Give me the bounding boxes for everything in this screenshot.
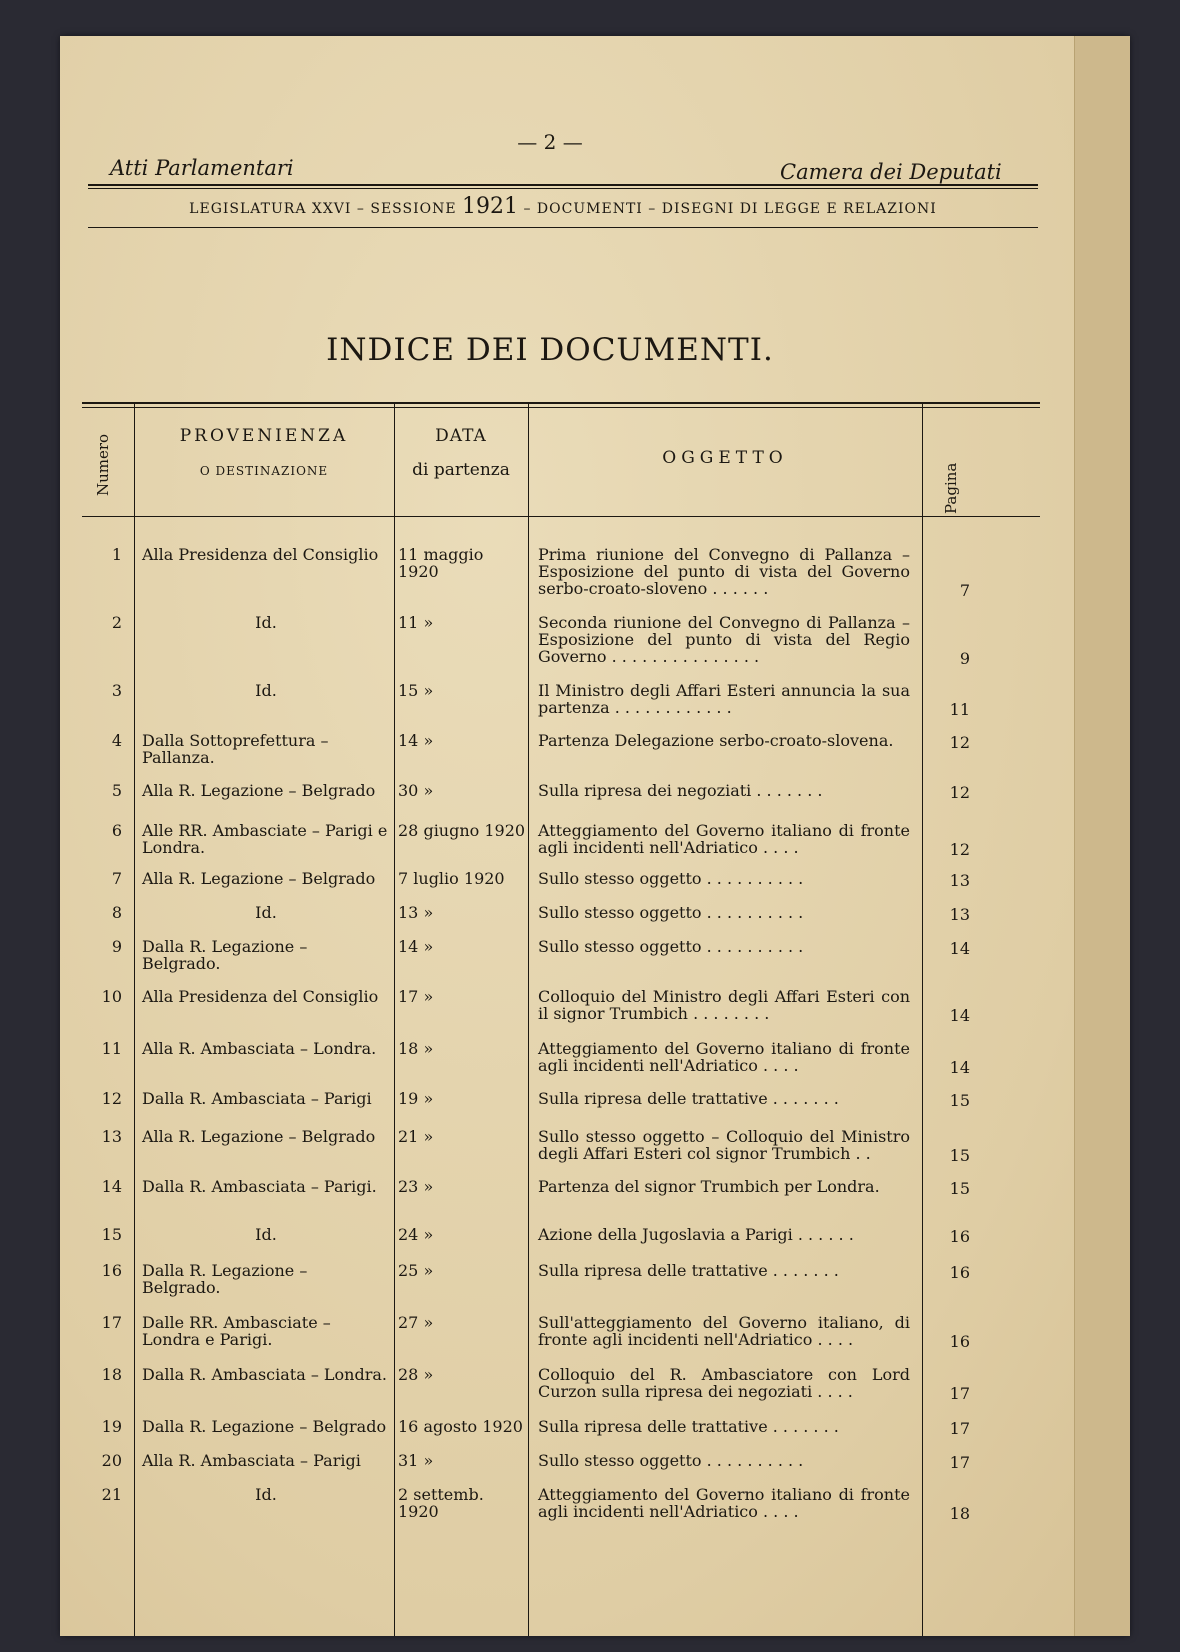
row-date: 23 » bbox=[398, 1177, 434, 1196]
row-provenienza: Alla Presidenza del Consiglio bbox=[142, 987, 379, 1006]
row-oggetto: Prima riunione del Convegno di Pallanza – Esposizione del punto di vista del Governo serbo-croato-sloveno . . . . . . bbox=[538, 545, 910, 598]
row-number: 12 bbox=[101, 1089, 122, 1108]
row-number: 11 bbox=[101, 1039, 122, 1058]
row-provenienza: Id. bbox=[255, 903, 277, 922]
index-table bbox=[82, 36, 1042, 1636]
table-top-rule-2 bbox=[82, 407, 1040, 408]
page-edge bbox=[1074, 36, 1130, 1636]
row-date: 28 » bbox=[398, 1365, 434, 1384]
row-date: 27 » bbox=[398, 1313, 434, 1332]
document-page bbox=[60, 36, 1130, 1636]
sub-header-year: 1921 bbox=[462, 194, 519, 219]
row-date: 19 » bbox=[398, 1089, 434, 1108]
col-rule-4 bbox=[922, 402, 923, 1636]
row-date: 31 » bbox=[398, 1451, 434, 1470]
row-provenienza: Id. bbox=[255, 1225, 277, 1244]
table-header-rule bbox=[82, 516, 1040, 517]
col-header-pagina: Pagina bbox=[942, 462, 960, 514]
row-oggetto: Colloquio del Ministro degli Affari Esteri con il signor Trumbich . . . . . . . . bbox=[538, 987, 910, 1023]
row-pagina: 16 bbox=[949, 1263, 970, 1282]
row-pagina: 13 bbox=[949, 905, 970, 924]
col-header-data: DATA bbox=[435, 426, 487, 446]
row-provenienza: Dalla R. Ambasciata – Parigi. bbox=[142, 1177, 377, 1196]
col-rule-1 bbox=[134, 402, 135, 1636]
row-date: 13 » bbox=[398, 903, 434, 922]
row-oggetto: Sulla ripresa delle trattative . . . . . . . bbox=[538, 1261, 839, 1280]
row-number: 20 bbox=[101, 1451, 122, 1470]
row-date: 21 » bbox=[398, 1127, 434, 1146]
row-oggetto: Azione della Jugoslavia a Parigi . . . . . . bbox=[538, 1225, 854, 1244]
header-right: Camera dei Deputati bbox=[780, 160, 1002, 184]
row-number: 7 bbox=[111, 869, 122, 888]
row-oggetto: Atteggiamento del Governo italiano di fronte agli incidenti nell'Adriatico . . . . bbox=[538, 821, 910, 857]
row-oggetto: Sullo stesso oggetto . . . . . . . . . . bbox=[538, 937, 804, 956]
row-provenienza: Dalla R. Ambasciata – Parigi bbox=[142, 1089, 372, 1108]
row-oggetto: Colloquio del R. Ambasciatore con Lord Curzon sulla ripresa dei negoziati . . . . bbox=[538, 1365, 910, 1401]
row-pagina: 16 bbox=[949, 1227, 970, 1246]
row-number: 3 bbox=[111, 681, 122, 700]
sub-header-a: LEGISLATURA XXVI – SESSIONE bbox=[189, 201, 463, 217]
row-pagina: 17 bbox=[949, 1419, 970, 1438]
row-date: 18 » bbox=[398, 1039, 434, 1058]
row-pagina: 14 bbox=[949, 1058, 970, 1077]
col-rule-2 bbox=[394, 402, 395, 1636]
row-number: 10 bbox=[101, 987, 122, 1006]
row-provenienza: Alle RR. Ambasciate – Parigi e Londra. bbox=[142, 821, 388, 857]
row-date: 25 » bbox=[398, 1261, 434, 1280]
row-oggetto: Sull'atteggiamento del Governo italiano, di fronte agli incidenti nell'Adriatico . . . . bbox=[538, 1313, 910, 1349]
sub-header-b: – DOCUMENTI – DISEGNI DI LEGGE E RELAZIONI bbox=[518, 201, 937, 217]
row-number: 6 bbox=[111, 821, 122, 840]
row-oggetto: Partenza del signor Trumbich per Londra. bbox=[538, 1177, 880, 1196]
row-provenienza: Alla R. Legazione – Belgrado bbox=[142, 781, 376, 800]
row-provenienza: Alla R. Legazione – Belgrado bbox=[142, 869, 376, 888]
col-rule-3 bbox=[528, 402, 529, 1636]
row-oggetto: Partenza Delegazione serbo-croato-slovena. bbox=[538, 731, 894, 750]
row-date: 7 luglio 1920 bbox=[398, 869, 505, 888]
row-pagina: 12 bbox=[949, 783, 970, 802]
row-date: 11 maggio 1920 bbox=[398, 545, 484, 581]
col-header-numero: Numero bbox=[94, 433, 112, 496]
row-oggetto: Sullo stesso oggetto . . . . . . . . . . bbox=[538, 903, 804, 922]
row-oggetto: Il Ministro degli Affari Esteri annuncia la sua partenza . . . . . . . . . . . . bbox=[538, 681, 910, 717]
row-date: 28 giugno 1920 bbox=[398, 821, 526, 840]
row-provenienza: Dalla R. Legazione – Belgrado. bbox=[142, 1261, 308, 1297]
row-pagina: 12 bbox=[949, 840, 970, 859]
row-pagina: 15 bbox=[949, 1091, 970, 1110]
row-pagina: 14 bbox=[949, 1006, 970, 1025]
row-provenienza: Id. bbox=[255, 681, 277, 700]
row-provenienza: Dalle RR. Ambasciate – Londra e Parigi. bbox=[142, 1313, 331, 1349]
row-number: 15 bbox=[101, 1225, 122, 1244]
col-header-provenienza: PROVENIENZA bbox=[179, 426, 349, 446]
row-date: 15 » bbox=[398, 681, 434, 700]
row-date: 24 » bbox=[398, 1225, 434, 1244]
page-number: — 2 — bbox=[517, 130, 583, 154]
row-provenienza: Id. bbox=[255, 613, 277, 632]
document-title: INDICE DEI DOCUMENTI. bbox=[326, 332, 774, 368]
row-number: 16 bbox=[101, 1261, 122, 1280]
row-oggetto: Sulla ripresa dei negoziati . . . . . . . bbox=[538, 781, 823, 800]
row-provenienza: Dalla Sottoprefettura – Pallanza. bbox=[142, 731, 329, 767]
row-oggetto: Sullo stesso oggetto – Colloquio del Ministro degli Affari Esteri col signor Trumbich . . bbox=[538, 1127, 910, 1163]
row-pagina: 11 bbox=[949, 700, 970, 719]
row-pagina: 9 bbox=[959, 649, 970, 668]
row-number: 1 bbox=[111, 545, 122, 564]
row-provenienza: Alla R. Ambasciata – Londra. bbox=[142, 1039, 377, 1058]
col-header-destinazione: O DESTINAZIONE bbox=[199, 464, 329, 478]
row-number: 17 bbox=[101, 1313, 122, 1332]
row-number: 18 bbox=[101, 1365, 122, 1384]
row-number: 4 bbox=[111, 731, 122, 750]
row-number: 8 bbox=[111, 903, 122, 922]
row-number: 14 bbox=[101, 1177, 122, 1196]
row-date: 14 » bbox=[398, 731, 434, 750]
row-date: 14 » bbox=[398, 937, 434, 956]
row-oggetto: Atteggiamento del Governo italiano di fronte agli incidenti nell'Adriatico . . . . bbox=[538, 1039, 910, 1075]
header-left: Atti Parlamentari bbox=[110, 156, 294, 180]
row-provenienza: Alla R. Legazione – Belgrado bbox=[142, 1127, 376, 1146]
row-oggetto: Sulla ripresa delle trattative . . . . . . . bbox=[538, 1417, 839, 1436]
row-pagina: 12 bbox=[949, 733, 970, 752]
row-number: 19 bbox=[101, 1417, 122, 1436]
row-provenienza: Dalla R. Legazione – Belgrado. bbox=[142, 937, 308, 973]
row-date: 2 settemb. 1920 bbox=[398, 1485, 484, 1521]
row-date: 16 agosto 1920 bbox=[398, 1417, 523, 1436]
row-number: 13 bbox=[101, 1127, 122, 1146]
row-date: 30 » bbox=[398, 781, 434, 800]
col-header-partenza: di partenza bbox=[412, 460, 510, 480]
row-oggetto: Sullo stesso oggetto . . . . . . . . . . bbox=[538, 1451, 804, 1470]
row-number: 5 bbox=[111, 781, 122, 800]
row-oggetto: Sullo stesso oggetto . . . . . . . . . . bbox=[538, 869, 804, 888]
row-oggetto: Sulla ripresa delle trattative . . . . . . . bbox=[538, 1089, 839, 1108]
row-date: 17 » bbox=[398, 987, 434, 1006]
row-oggetto: Atteggiamento del Governo italiano di fronte agli incidenti nell'Adriatico . . . . bbox=[538, 1485, 910, 1521]
row-pagina: 17 bbox=[949, 1453, 970, 1472]
row-pagina: 14 bbox=[949, 939, 970, 958]
row-number: 9 bbox=[111, 937, 122, 956]
row-pagina: 7 bbox=[959, 581, 970, 600]
row-pagina: 15 bbox=[949, 1146, 970, 1165]
row-provenienza: Id. bbox=[255, 1485, 277, 1504]
row-pagina: 16 bbox=[949, 1332, 970, 1351]
row-pagina: 15 bbox=[949, 1179, 970, 1198]
row-provenienza: Alla Presidenza del Consiglio bbox=[142, 545, 379, 564]
row-pagina: 18 bbox=[949, 1504, 970, 1523]
row-number: 2 bbox=[111, 613, 122, 632]
row-pagina: 13 bbox=[949, 871, 970, 890]
row-number: 21 bbox=[101, 1485, 122, 1504]
table-top-rule bbox=[82, 402, 1040, 404]
row-oggetto: Seconda riunione del Convegno di Pallanza – Esposizione del punto di vista del Regio Governo . . . . . . . . . . . . . . . bbox=[538, 613, 910, 666]
row-provenienza: Dalla R. Legazione – Belgrado bbox=[142, 1417, 387, 1436]
row-provenienza: Dalla R. Ambasciata – Londra. bbox=[142, 1365, 387, 1384]
row-provenienza: Alla R. Ambasciata – Parigi bbox=[142, 1451, 361, 1470]
row-date: 11 » bbox=[398, 613, 434, 632]
row-pagina: 17 bbox=[949, 1384, 970, 1403]
col-header-oggetto: OGGETTO bbox=[662, 448, 788, 468]
